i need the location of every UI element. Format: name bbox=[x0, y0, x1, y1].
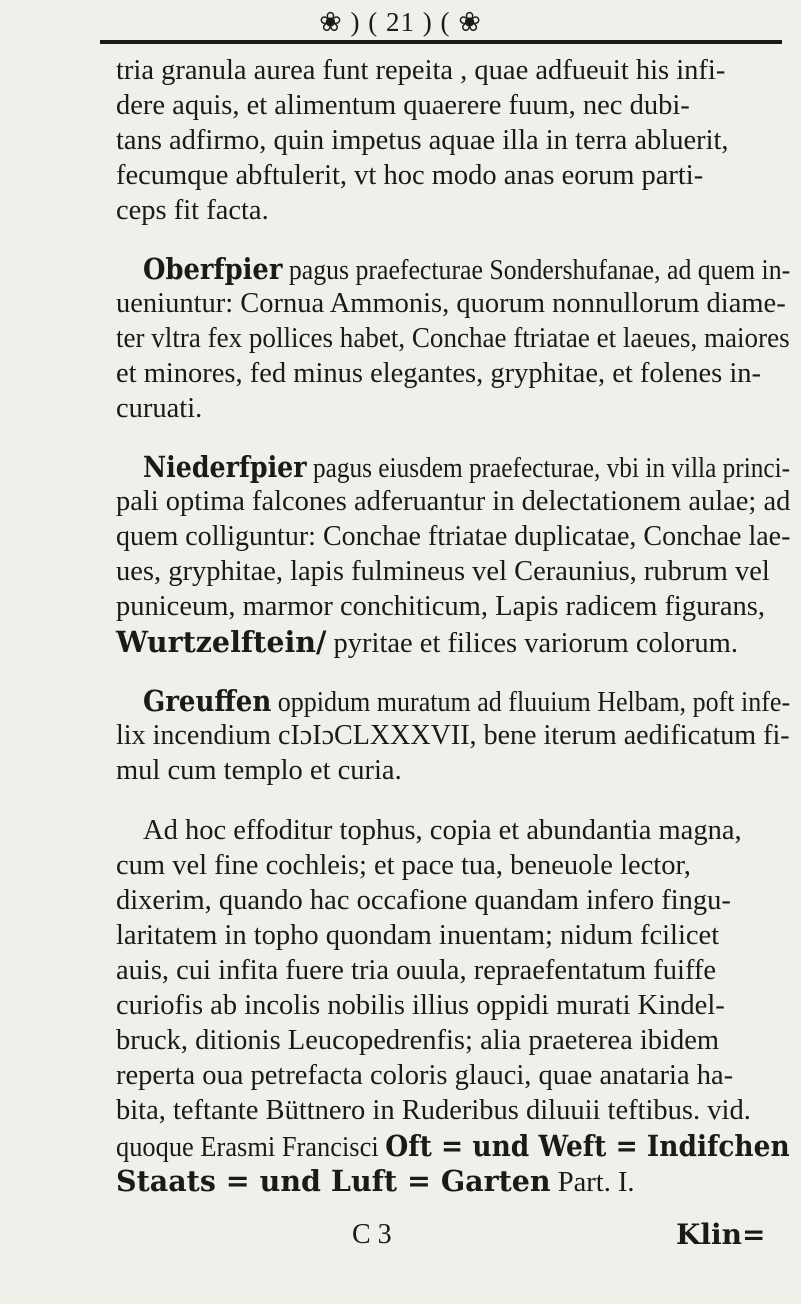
text-line: et minores, fed minus elegantes, gryphitae, et folenes in- bbox=[116, 358, 762, 389]
text-line: curuati. bbox=[116, 393, 203, 424]
text-line: laritatem in topho quondam inuentam; nidum fcilicet bbox=[116, 920, 720, 951]
text-line: Oberfpier pagus praefecturae Sondershufanae, ad quem in- bbox=[143, 252, 791, 286]
text-line: Greuffen oppidum muratum ad fluuium Helbam, poft infe- bbox=[143, 684, 791, 718]
book-title: Staats = und Luft = Garten bbox=[116, 1164, 551, 1198]
text-line: ceps fit facta. bbox=[116, 195, 269, 226]
text-line: bita, teftante Büttnero in Ruderibus diluuii teftibus. vid. bbox=[116, 1095, 751, 1126]
place-name: Niederfpier bbox=[143, 450, 307, 484]
text-line: ter vltra fex pollices habet, Conchae ftriatae et laeues, maiores bbox=[116, 323, 790, 354]
german-term: Wurtzelftein/ bbox=[116, 625, 327, 659]
signature-mark: C 3 bbox=[352, 1219, 392, 1250]
text-line: auis, cui infita fuere tria ouula, repraefentatum fuiffe bbox=[116, 955, 717, 986]
book-title: Oft = und Weft = Indifchen bbox=[385, 1129, 790, 1163]
text-line: quoque Erasmi Francisci Oft = und Weft = Indifchen bbox=[116, 1129, 790, 1163]
text-line: fecumque abftulerit, vt hoc modo anas eorum parti- bbox=[116, 160, 704, 191]
head-rule bbox=[100, 40, 782, 44]
text-line: cum vel fine cochleis; et pace tua, beneuole lector, bbox=[116, 850, 691, 881]
text-line: Ad hoc effoditur tophus, copia et abundantia magna, bbox=[143, 815, 742, 846]
text-line: dere aquis, et alimentum quaerere fuum, nec dubi- bbox=[116, 90, 690, 121]
text-line: pali optima falcones adferuantur in delectationem aulae; ad bbox=[116, 486, 791, 517]
text-line: Niederfpier pagus eiusdem praefecturae, vbi in villa princi- bbox=[143, 450, 791, 484]
text-line: reperta oua petrefacta coloris glauci, quae anataria ha- bbox=[116, 1060, 734, 1091]
text-line: tans adfirmo, quin impetus aquae illa in terra abluerit, bbox=[116, 125, 729, 156]
place-name: Greuffen bbox=[143, 684, 272, 718]
place-name: Oberfpier bbox=[143, 252, 283, 286]
text-line: ueniuntur: Cornua Ammonis, quorum nonnullorum diame- bbox=[116, 288, 786, 319]
text-line: mul cum templo et curia. bbox=[116, 755, 402, 786]
text-line: puniceum, marmor conchiticum, Lapis radicem figurans, bbox=[116, 591, 765, 622]
catchword: Klin= bbox=[676, 1218, 766, 1251]
text-line: quem colliguntur: Conchae ftriatae duplicatae, Conchae lae- bbox=[116, 521, 791, 552]
text-line: lix incendium cIɔIɔCLXXXVII, bene iterum aedificatum fi- bbox=[116, 720, 790, 751]
text-line: Wurtzelftein/ pyritae et filices variorum colorum. bbox=[116, 625, 738, 659]
text-line: Staats = und Luft = Garten Part. I. bbox=[116, 1164, 635, 1198]
text-line: ues, gryphitae, lapis fulmineus vel Ceraunius, rubrum vel bbox=[116, 556, 770, 587]
running-head: ❀ ) ( 21 ) ( ❀ bbox=[319, 7, 482, 37]
text-line: bruck, ditionis Leucopedrenfis; alia praeterea ibidem bbox=[116, 1025, 720, 1056]
text-line: curiofis ab incolis nobilis illius oppidi murati Kindel- bbox=[116, 990, 725, 1021]
text-line: dixerim, quando hac occafione quandam infero fingu- bbox=[116, 885, 731, 916]
text-line: tria granula aurea funt repeita , quae adfueuit his infi- bbox=[116, 55, 726, 86]
